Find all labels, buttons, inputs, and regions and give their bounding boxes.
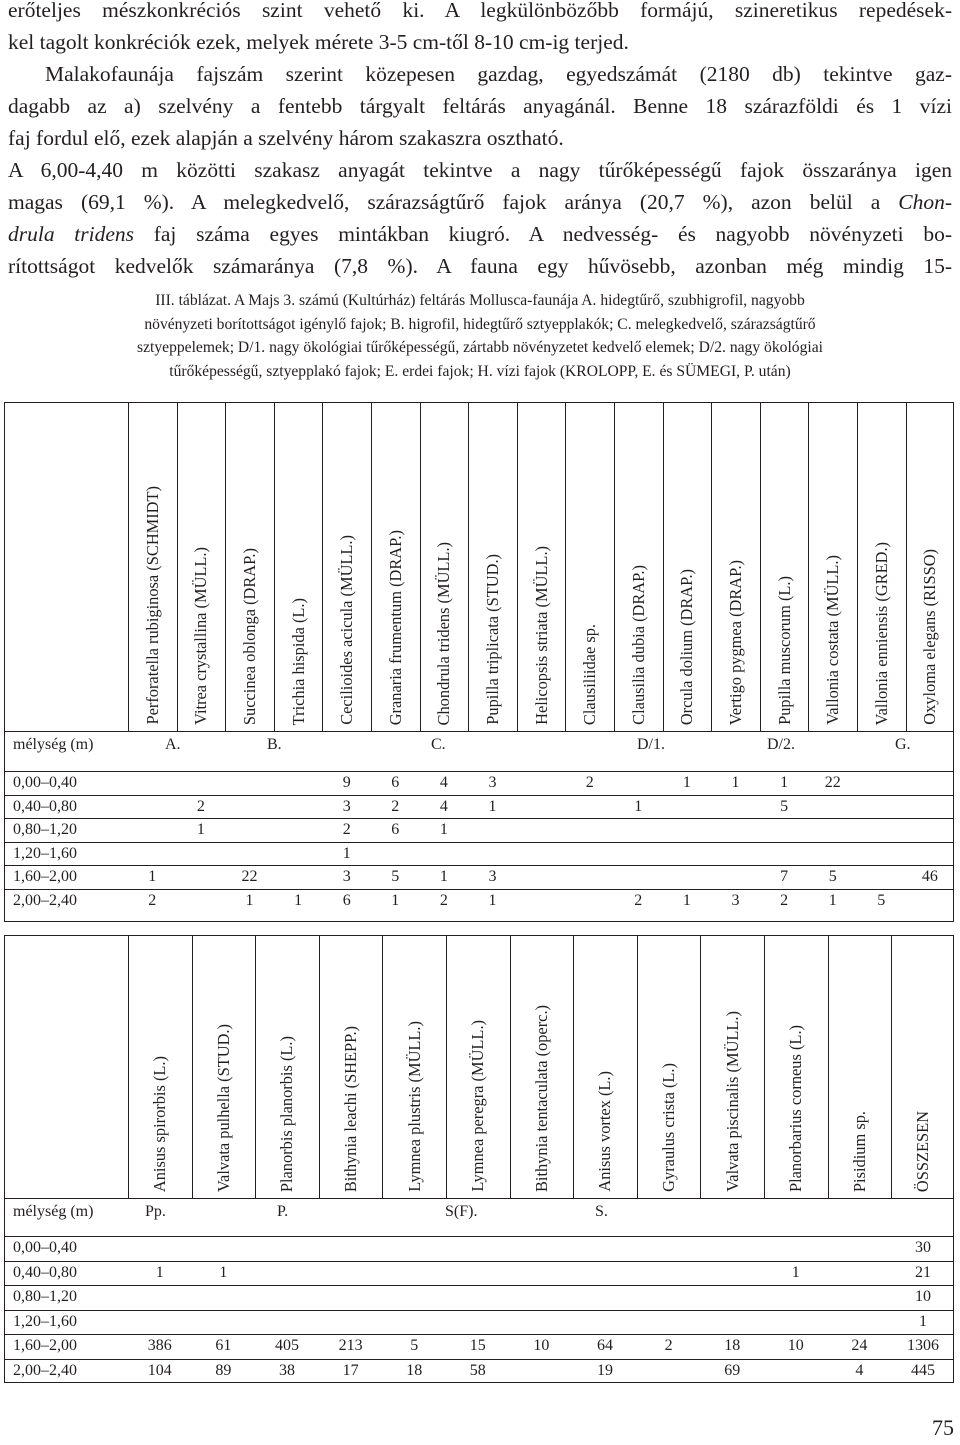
species-name: Chondrula tridens (MÜLL.) (434, 541, 454, 725)
count-cell: 22 (241, 868, 258, 885)
species-column-header (573, 936, 637, 1198)
count-cell: 5 (410, 1337, 419, 1354)
group-label: A. (165, 736, 181, 753)
count-cell: 1 (294, 891, 303, 909)
depth-value: 1,20–1,60 (13, 1312, 77, 1330)
species-column-header (128, 403, 177, 731)
species-name: Granaria frumentum (DRAP.) (385, 529, 405, 725)
group-label: G. (895, 736, 911, 753)
table-caption (8, 289, 952, 383)
species-column-header (764, 936, 828, 1198)
count-cell: 1 (828, 891, 837, 909)
count-cell: 1 (682, 774, 691, 791)
depth-value: 2,00–2,40 (13, 1361, 77, 1379)
species-column-header (128, 936, 192, 1198)
species-name: Gyraulus crista (L.) (658, 1063, 678, 1192)
species-column-header (319, 936, 383, 1198)
count-cell: 61 (215, 1337, 232, 1354)
species-name: Valvata piscinalis (MÜLL.) (722, 1011, 742, 1192)
species-column-header (322, 403, 371, 731)
table-row (5, 889, 953, 913)
species-name: Pisidium sp. (849, 1110, 869, 1192)
species-name: ÖSSZESEN (913, 1110, 933, 1192)
group-label: D/1. (637, 736, 665, 753)
table-row (5, 865, 953, 889)
group-label: S(F). (445, 1203, 478, 1220)
count-cell: 24 (851, 1337, 868, 1354)
species-name: Orcula dolium (DRAP.) (677, 568, 697, 725)
count-cell: 38 (278, 1361, 295, 1379)
count-cell: 5 (828, 868, 837, 885)
count-cell: 405 (274, 1337, 299, 1354)
count-cell: 1 (155, 1263, 164, 1281)
count-cell: 445 (910, 1361, 935, 1379)
species-name: Cecilioides acicula (MÜLL.) (336, 535, 356, 725)
count-cell: 17 (342, 1361, 359, 1379)
count-cell: 1 (196, 821, 205, 838)
species-column-header (177, 403, 226, 731)
table-row (5, 842, 953, 866)
species-name: Clausiliidae sp. (579, 623, 599, 725)
mollusca-table-aquatic (4, 935, 954, 1383)
table-row (5, 1310, 953, 1335)
count-cell: 89 (215, 1361, 232, 1379)
count-cell: 1 (245, 891, 254, 909)
count-cell: 10 (914, 1288, 931, 1305)
count-cell: 1 (219, 1263, 228, 1281)
count-cell: 1 (918, 1312, 927, 1330)
count-cell: 21 (914, 1263, 931, 1281)
species-name: Bithynia tentaculata (operc.) (531, 1004, 551, 1192)
species-column-header (760, 403, 809, 731)
species-name: Vallonia costata (MÜLL.) (822, 555, 842, 725)
count-cell: 213 (338, 1337, 363, 1354)
table-row (5, 771, 953, 795)
species-column-header (637, 936, 701, 1198)
count-cell: 15 (469, 1337, 486, 1354)
species-column-header (663, 403, 712, 731)
count-cell: 10 (533, 1337, 550, 1354)
depth-value: 0,00–0,40 (13, 1239, 77, 1256)
species-name: Pupilla muscorum (L.) (774, 576, 794, 725)
species-name: Valvata pulhella (STUD.) (213, 1024, 233, 1192)
paragraph-line: kel tagolt konkréciók ezek, melyek mérete 3-5 cm-től 8-10 cm-ig terjed. (8, 30, 629, 54)
count-cell: 10 (787, 1337, 804, 1354)
table-row (5, 1359, 953, 1384)
count-cell: 2 (780, 891, 789, 909)
table-row (5, 1261, 953, 1286)
depth-label: mélység (m) (13, 1203, 94, 1220)
species-column-header (420, 403, 469, 731)
paragraph-line: rítottságot kedvelők számaránya (7,8 %). A fauna egy hűvösebb, azonban még mindig 15- (8, 254, 952, 278)
depth-label: mélység (m) (13, 736, 94, 753)
count-cell: 69 (724, 1361, 741, 1379)
count-cell: 1 (148, 868, 157, 885)
count-cell: 1 (439, 821, 448, 838)
species-name: Clausilia dubia (DRAP.) (628, 565, 648, 725)
count-cell: 30 (914, 1239, 931, 1256)
species-column-header (371, 403, 420, 731)
species-name: Pupilla triplicata (STUD.) (482, 554, 502, 725)
count-cell: 1 (488, 891, 497, 909)
caption-line: III. táblázat. A Majs 3. számú (Kultúrház) feltárás Mollusca-faunája A. hidegtűrő, szubhigrofil, nagyobb (155, 292, 805, 309)
species-header (5, 936, 953, 1199)
group-label: Pp. (145, 1203, 166, 1220)
species-name: Anisus vortex (L.) (595, 1071, 615, 1192)
count-cell: 1 (439, 868, 448, 885)
count-cell: 3 (488, 868, 497, 885)
count-cell: 6 (391, 774, 400, 791)
count-cell: 7 (780, 868, 789, 885)
count-cell: 386 (147, 1337, 172, 1354)
count-cell: 1 (342, 844, 351, 862)
count-cell: 4 (855, 1361, 864, 1379)
body-paragraph (8, 0, 952, 282)
paragraph-line: drula tridens faj száma egyes mintákban kiugró. A nedvesség- és nagyobb növényzeti bo- (8, 222, 952, 246)
species-column-header (274, 403, 323, 731)
species-column-header (828, 936, 892, 1198)
depth-value: 1,60–2,00 (13, 868, 77, 885)
count-cell: 4 (439, 797, 448, 815)
count-cell: 1 (391, 891, 400, 909)
species-column-header (468, 403, 517, 731)
count-cell: 58 (469, 1361, 486, 1379)
count-cell: 1 (488, 797, 497, 815)
species-name: Planorbis planorbis (L.) (277, 1035, 297, 1192)
count-cell: 5 (391, 868, 400, 885)
count-cell: 3 (342, 868, 351, 885)
species-name: Perforatella rubiginosa (SCHMIDT) (142, 486, 162, 725)
species-column-header (891, 936, 955, 1198)
species-column-header (446, 936, 510, 1198)
species-column-header (906, 403, 955, 731)
species-name: Lymnea peregra (MÜLL.) (468, 1020, 488, 1192)
count-cell: 2 (634, 891, 643, 909)
count-cell: 1 (682, 891, 691, 909)
species-name: Helicopsis striata (MÜLL.) (531, 546, 551, 725)
depth-value: 0,80–1,20 (13, 1288, 77, 1305)
species-name: Planorbarius corneus (L.) (786, 1024, 806, 1192)
group-label: D/2. (767, 736, 795, 753)
count-cell: 19 (596, 1361, 613, 1379)
count-cell: 22 (824, 774, 841, 791)
count-cell: 1 (634, 797, 643, 815)
group-label: C. (431, 736, 446, 753)
species-name: Vertigo pygmea (DRAP.) (725, 559, 745, 725)
species-name: Vallonia enniensis (GRED.) (871, 541, 891, 725)
species-name: Succinea oblonga (DRAP.) (239, 547, 259, 725)
group-row (5, 1198, 953, 1226)
count-cell: 3 (342, 797, 351, 815)
group-label: B. (267, 736, 282, 753)
count-cell: 5 (877, 891, 886, 909)
count-cell: 64 (596, 1337, 613, 1354)
count-cell: 18 (406, 1361, 423, 1379)
caption-line: sztyeppelemek; D/1. nagy ökológiai tűrőképességű, zártabb növényzetet kedvelő elemek; D/2. nagy ökológiai (137, 339, 823, 356)
depth-value: 0,00–0,40 (13, 774, 77, 791)
caption-line: növényzeti borítottságot igénylő fajok; B. higrofil, hidegtűrő sztyepplakók; C. melegkedvelő, szárazságtűrő (144, 315, 816, 333)
paragraph-line: erőteljes mészkonkréciós szint vehető ki. A legkülönbözőbb formájú, szineretikus repedések- (8, 0, 952, 22)
species-column-header (225, 403, 274, 731)
species-name: Anisus spirorbis (L.) (150, 1055, 170, 1192)
count-cell: 1 (731, 774, 740, 791)
species-column-header (192, 936, 256, 1198)
count-cell: 1306 (906, 1337, 939, 1354)
species-column-header (565, 403, 614, 731)
count-cell: 18 (724, 1337, 741, 1354)
depth-value: 0,80–1,20 (13, 821, 77, 838)
count-cell: 3 (488, 774, 497, 791)
count-cell: 4 (439, 774, 448, 791)
table-row (5, 1334, 953, 1359)
count-cell: 46 (921, 868, 938, 885)
count-cell: 3 (731, 891, 740, 909)
species-name: Vitrea crystallina (MÜLL.) (191, 547, 211, 725)
count-cell: 1 (791, 1263, 800, 1281)
species-column-header (700, 936, 764, 1198)
species-column-header (517, 403, 566, 731)
species-name: Trichia hispida (L.) (288, 597, 308, 725)
count-cell: 2 (148, 891, 157, 909)
depth-value: 0,40–0,80 (13, 797, 77, 815)
count-cell: 2 (664, 1337, 673, 1354)
count-cell: 104 (147, 1361, 172, 1379)
paragraph-line: Malakofaunája fajszám szerint közepesen gazdag, egyedszámát (2180 db) tekintve gaz- (45, 62, 952, 86)
count-cell: 5 (780, 797, 789, 815)
species-column-header (711, 403, 760, 731)
species-name: Oxyloma elegans (RISSO) (920, 549, 940, 725)
count-cell: 2 (439, 891, 448, 909)
species-column-header (255, 936, 319, 1198)
species-column-header (614, 403, 663, 731)
paragraph-line: faj fordul elő, ezek alapján a szelvény három szakaszra osztható. (8, 126, 564, 150)
species-header (5, 403, 953, 732)
group-row (5, 731, 953, 759)
count-cell: 9 (342, 774, 351, 791)
count-cell: 2 (342, 821, 351, 838)
depth-value: 1,20–1,60 (13, 844, 77, 862)
species-column-header (382, 936, 446, 1198)
species-name: Bithynia leachi (SHEPP.) (340, 1025, 360, 1192)
table-row (5, 1285, 953, 1310)
group-label: P. (277, 1203, 289, 1220)
paragraph-line: dagabb az a) szelvény a fentebb tárgyalt feltárás anyagánál. Benne 18 szárazföldi és 1 vízi (8, 94, 952, 118)
count-cell: 2 (391, 797, 400, 815)
count-cell: 6 (342, 891, 351, 909)
depth-value: 1,60–2,00 (13, 1337, 77, 1354)
table-row (5, 818, 953, 842)
species-column-header (510, 936, 574, 1198)
group-label: S. (595, 1203, 608, 1220)
caption-line: tűrőképességű, sztyepplakó fajok; E. erdei fajok; H. vízi fajok (KROLOPP, E. és SÜMEGI, P. után) (169, 362, 791, 380)
species-column-header (808, 403, 857, 731)
species-column-header (857, 403, 906, 731)
mollusca-table-terrestrial (4, 402, 954, 922)
paragraph-line: A 6,00-4,40 m közötti szakasz anyagát tekintve a nagy tűrőképességű fajok összaránya igen (8, 158, 952, 182)
count-cell: 2 (585, 774, 594, 791)
count-cell: 1 (780, 774, 789, 791)
table-row (5, 795, 953, 819)
count-cell: 2 (196, 797, 205, 815)
table-row (5, 1236, 953, 1261)
depth-value: 2,00–2,40 (13, 891, 77, 909)
depth-value: 0,40–0,80 (13, 1263, 77, 1281)
species-name: Lymnea plustris (MÜLL.) (404, 1021, 424, 1192)
paragraph-line: magas (69,1 %). A melegkedvelő, szárazságtűrő fajok aránya (20,7 %), azon belül a Chon- (8, 190, 952, 214)
page-number: 75 (932, 1415, 954, 1440)
count-cell: 6 (391, 821, 400, 838)
